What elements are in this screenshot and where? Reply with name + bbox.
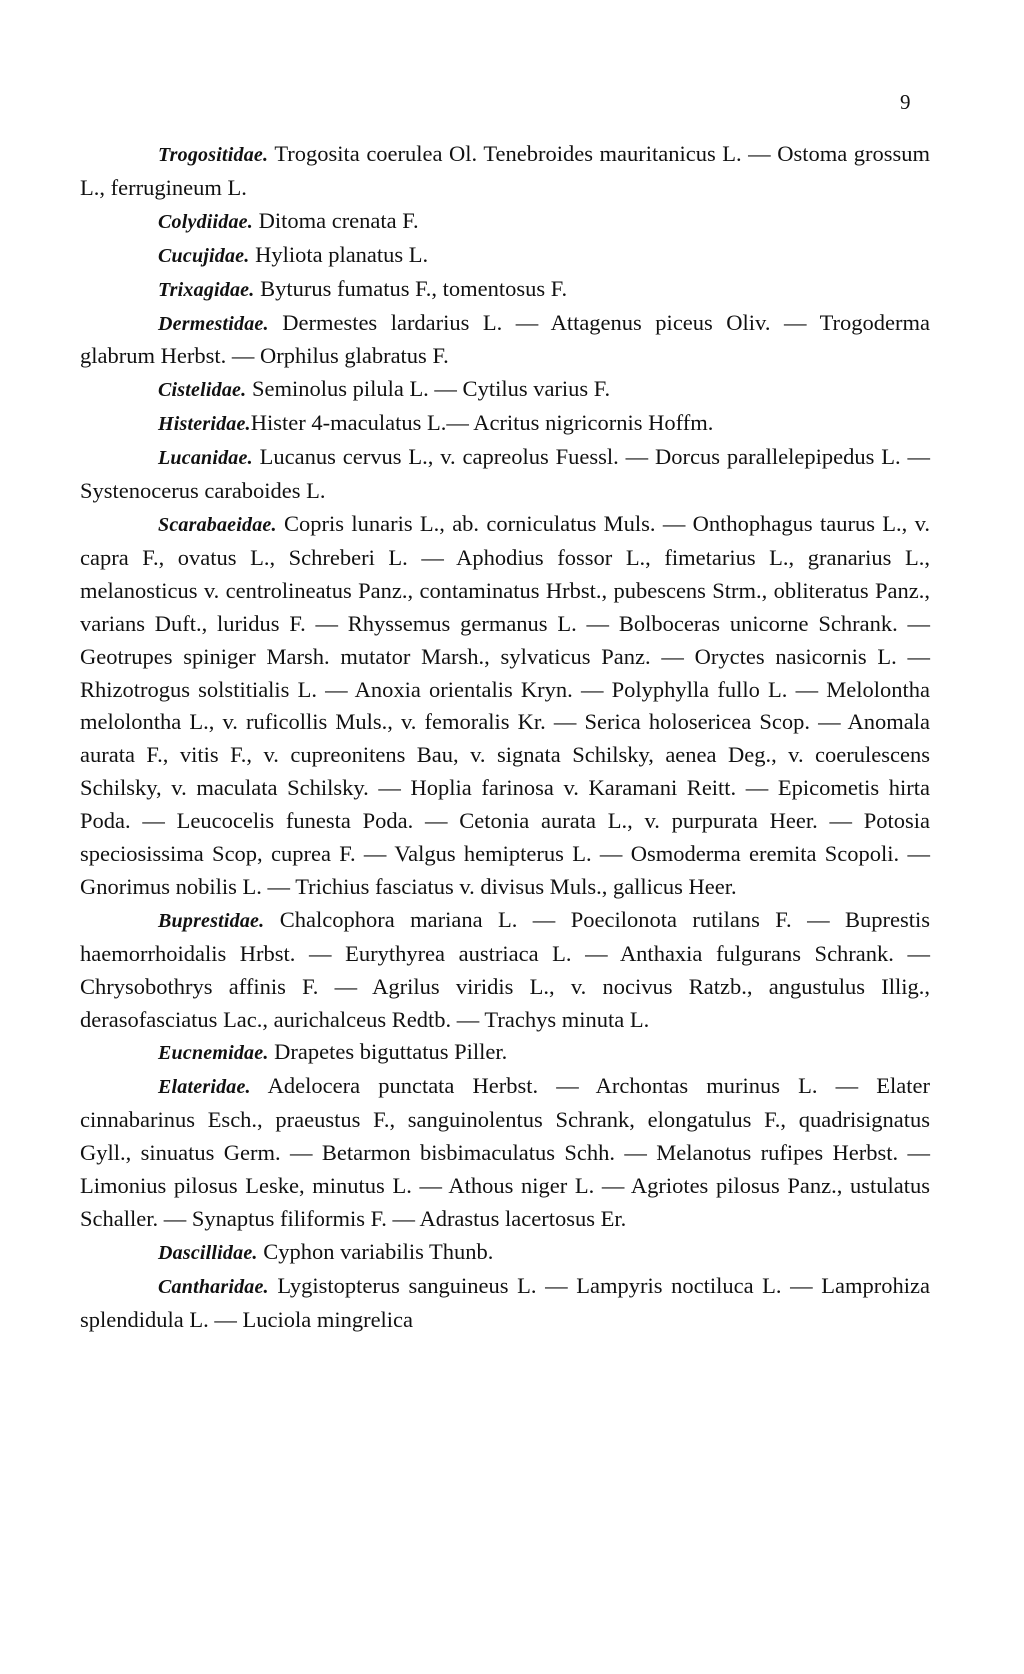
- family-paragraph: [80, 205, 930, 239]
- body-text: [80, 138, 930, 1337]
- page-number: 9: [900, 90, 911, 114]
- species-list: Drapetes biguttatus Piller.: [268, 1039, 508, 1065]
- family-name: Trogositidae.: [158, 144, 269, 166]
- species-list: Hister 4-maculatus L.— Acritus nigricornis Hoffm.: [250, 410, 714, 436]
- family-name: Cistelidae.: [158, 379, 247, 402]
- species-list: Lygistopterus sanguineus L. — Lampyris noctiluca L. — Lamprohiza splendidula L. — Luciola mingrelica: [80, 1272, 930, 1332]
- family-name: Lucanidae.: [158, 447, 253, 470]
- species-list: Lucanus cervus L., v. capreolus Fuessl. — Dorcus parallelepipedus L. — Systenocerus caraboides L.: [80, 444, 930, 504]
- species-list: Hyliota planatus L.: [249, 241, 429, 267]
- species-list: Ditoma crenata F.: [252, 207, 419, 233]
- family-name: Scarabaeidae.: [158, 513, 277, 536]
- family-name: Dascillidae.: [158, 1241, 258, 1264]
- family-paragraph: [80, 373, 930, 407]
- family-name: Cantharidae.: [158, 1275, 269, 1298]
- family-paragraph: [80, 508, 930, 904]
- family-name: Elateridae.: [158, 1076, 251, 1099]
- family-name: Histeridae.: [158, 413, 251, 436]
- family-paragraph: [80, 1236, 930, 1270]
- family-paragraph: [80, 407, 930, 441]
- family-name: Dermestidae.: [158, 312, 269, 335]
- species-list: Seminolus pilula L. — Cytilus varius F.: [246, 376, 611, 402]
- species-list: Adelocera punctata Herbst. — Archontas murinus L. — Elater cinnabarinus Esch., praeustus F., sanguinolentus Schrank, elongatulus F., quadrisignatus Gyll., sinuatus Germ. — Betarmon bisbimaculatus Schh. — Melanotus rufipes Herbst. — Limonius pilosus Leske, minutus L. — Athous niger L. — Agriotes pilosus Panz., ustulatus Schaller. — Synaptus filiformis F. — Adrastus lacertosus Er.: [80, 1073, 930, 1231]
- species-list: Trogosita coerulea Ol. Tenebroides mauritanicus L. — Ostoma grossum L., ferrugineum L.: [80, 141, 930, 200]
- family-paragraph: [80, 273, 930, 307]
- species-list: Dermestes lardarius L. — Attagenus piceus Oliv. — Trogoderma glabrum Herbst. — Orphilus glabratus F.: [80, 309, 930, 369]
- family-name: Eucnemidae.: [158, 1042, 269, 1065]
- family-name: Colydiidae.: [158, 210, 253, 233]
- family-name: Cucujidae.: [158, 244, 250, 267]
- family-paragraph: [80, 307, 930, 374]
- family-paragraph: [80, 1270, 930, 1337]
- species-list: Cyphon variabilis Thunb.: [257, 1238, 494, 1264]
- family-paragraph: [80, 1036, 930, 1070]
- species-list: Chalcophora mariana L. — Poecilonota rutilans F. — Buprestis haemorrhoidalis Hrbst. — Eurythyrea austriaca L. — Anthaxia fulgurans Schrank. — Chrysobothrys affinis F. — Agrilus viridis L., v. nocivus Ratzb., angustulus Illig., derasofasciatus Lac., aurichalceus Redtb. — Trachys minuta L.: [80, 906, 930, 1032]
- family-paragraph: [80, 138, 930, 205]
- family-name: Buprestidae.: [158, 909, 265, 932]
- family-name: Trixagidae.: [158, 278, 255, 301]
- family-paragraph: [80, 239, 930, 273]
- species-list: Copris lunaris L., ab. corniculatus Muls. — Onthophagus taurus L., v. capra F., ovatus L., Schreberi L. — Aphodius fossor L., fimetarius L., granarius L., melanosticus v. centrolineatus Panz., contaminatus Hrbst., pubescens Strm., obliteratus Panz., varians Duft., luridus F. — Rhyssemus germanus L. — Bolboceras unicorne Schrank. — Geotrupes spiniger Marsh. mutator Marsh., sylvaticus Panz. — Oryctes nasicornis L. — Rhizotrogus solstitialis L. — Anoxia orientalis Kryn. — Polyphylla fullo L. — Melolontha melolontha L., v. ruficollis Muls., v. femoralis Kr. — Serica holosericea Scop. — Anomala aurata F., vitis F., v. cupreonitens Bau, v. signata Schilsky, aenea Deg., v. coerulescens Schilsky, v. maculata Schilsky. — Hoplia farinosa v. Karamani Reitt. — Epicometis hirta Poda. — Leucocelis funesta Poda. — Cetonia aurata L., v. purpurata Heer. — Potosia speciosissima Scop, cuprea F. — Valgus hemipterus L. — Osmoderma eremita Scopoli. — Gnorimus nobilis L. — Trichius fasciatus v. divisus Muls., gallicus Heer.: [80, 510, 930, 899]
- family-paragraph: [80, 441, 930, 508]
- species-list: Byturus fumatus F., tomentosus F.: [254, 275, 568, 301]
- family-paragraph: [80, 1070, 930, 1236]
- family-paragraph: [80, 904, 930, 1037]
